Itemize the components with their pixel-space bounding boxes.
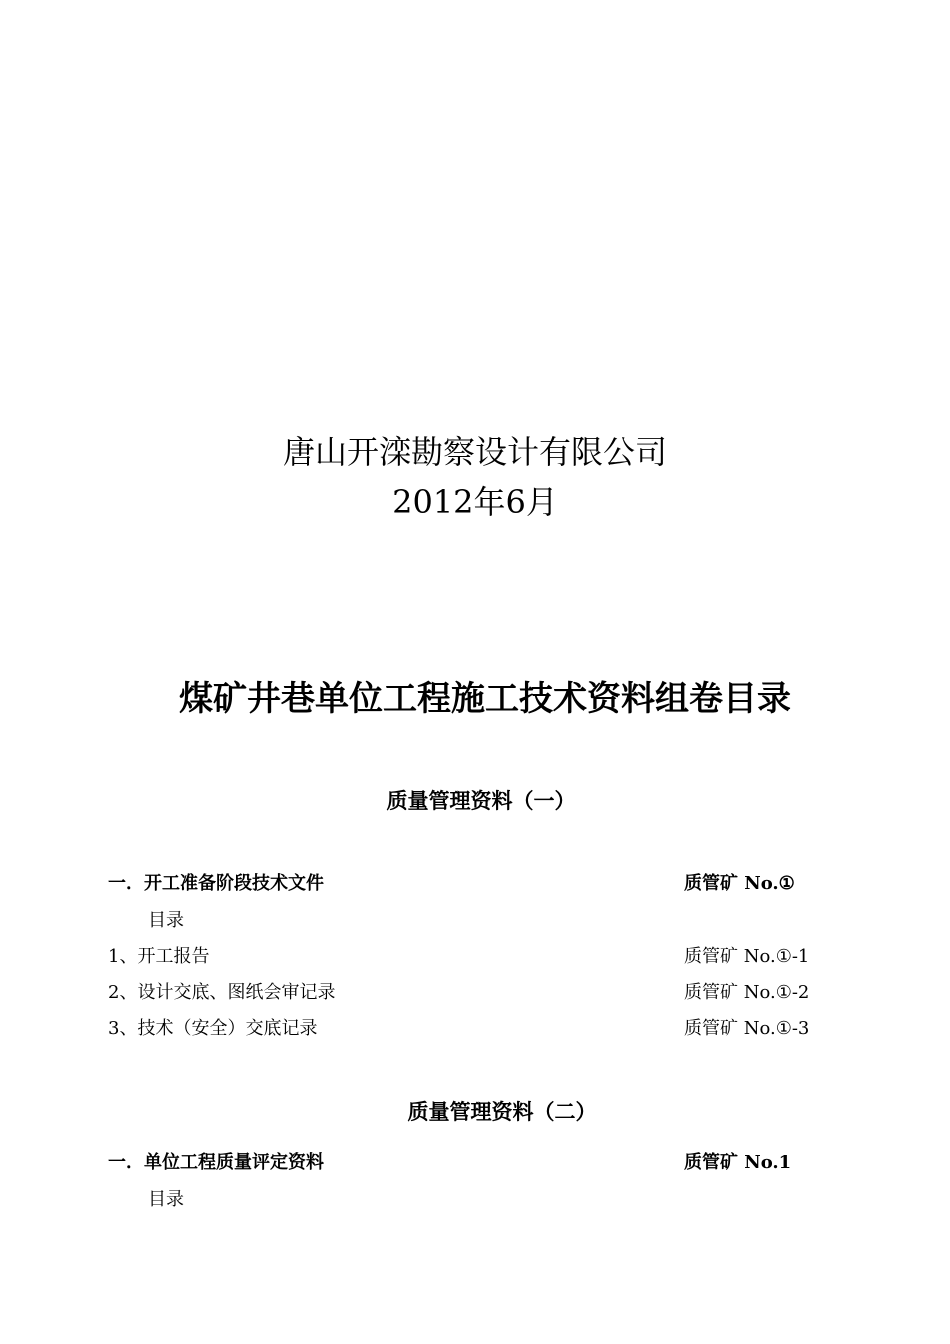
section-heading-2: 质量管理资料（二）: [407, 1099, 597, 1124]
toc-row-code: 质管矿 No.①-2: [684, 982, 810, 1003]
toc-row-label: 一．单位工程质量评定资料: [108, 1152, 324, 1173]
toc-row: [108, 1186, 828, 1214]
company-name: 唐山开滦勘察设计有限公司: [282, 433, 667, 471]
toc-row-label: 2、设计交底、图纸会审记录: [108, 982, 336, 1003]
document-date: 2012年6月: [392, 483, 558, 521]
toc-row: [108, 1149, 828, 1177]
toc-row-label: 1、开工报告: [108, 946, 210, 967]
toc-row: [108, 979, 828, 1007]
toc-row-code: 质管矿 No.1: [684, 1152, 792, 1173]
toc-row: [108, 907, 828, 935]
toc-row-code: 质管矿 No.①-1: [684, 946, 810, 967]
toc-row-code: 质管矿 No.①: [684, 873, 795, 894]
toc-row: [108, 1015, 828, 1043]
toc-row-label: 3、技术（安全）交底记录: [108, 1018, 318, 1039]
main-title: 煤矿井巷单位工程施工技术资料组卷目录: [179, 679, 791, 719]
toc-row-label: 目录: [148, 1189, 184, 1210]
toc-row-label: 一．开工准备阶段技术文件: [108, 873, 324, 894]
section-heading-1: 质量管理资料（一）: [386, 788, 576, 813]
toc-row: [108, 943, 828, 971]
toc-row-code: 质管矿 No.①-3: [684, 1018, 810, 1039]
toc-row-label: 目录: [148, 910, 184, 931]
toc-row: [108, 870, 828, 898]
